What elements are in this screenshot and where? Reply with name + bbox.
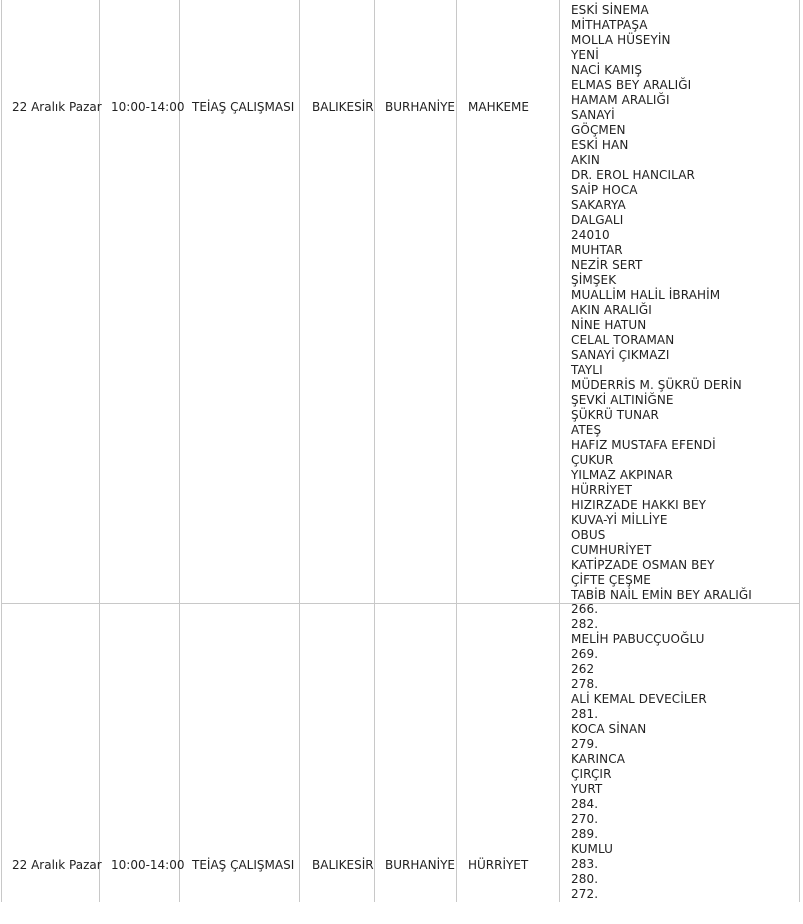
outage-table: [1, 0, 800, 902]
street-item: ÇİFTE ÇEŞME: [571, 573, 651, 587]
street-item: 24010: [571, 228, 610, 242]
street-item: 270.: [571, 812, 599, 826]
street-item: ATEŞ: [571, 423, 602, 437]
street-list: [571, 602, 707, 902]
time-cell: 10:00-14:00: [111, 858, 185, 872]
street-item: 289.: [571, 827, 599, 841]
street-item: 269.: [571, 647, 599, 661]
work-type-cell: TEİAŞ ÇALIŞMASI: [192, 858, 295, 872]
street-item: 281.: [571, 707, 599, 721]
street-item: MÜDERRİS M. ŞÜKRÜ DERİN: [571, 378, 742, 392]
neighborhood-cell: HÜRRİYET: [468, 858, 529, 872]
street-item: SAİP HOCA: [571, 183, 638, 197]
street-item: MELİH PABUCÇUOĞLU: [571, 632, 705, 646]
street-item: HIZIRZADE HAKKI BEY: [571, 498, 707, 512]
street-item: SAKARYA: [571, 198, 626, 212]
street-item: 262: [571, 662, 595, 676]
street-item: YURT: [571, 782, 603, 796]
street-item: YENİ: [571, 48, 599, 62]
street-item: ESKİ HAN: [571, 138, 629, 152]
street-item: SANAYİ: [571, 108, 615, 122]
street-item: MOLLA HÜSEYİN: [571, 33, 671, 47]
city-cell: BALIKESİR: [312, 100, 374, 114]
street-item: 266.: [571, 602, 599, 616]
street-item: HAFIZ MUSTAFA EFENDİ: [571, 438, 716, 452]
street-item: ŞEVKİ ALTINİĞNE: [571, 393, 674, 407]
street-item: KATİPZADE OSMAN BEY: [571, 558, 715, 572]
street-item: TABİB NAİL EMİN BEY ARALIĞI: [571, 588, 752, 602]
street-item: AKIN: [571, 153, 600, 167]
street-item: GÖÇMEN: [571, 123, 626, 137]
street-item: 280.: [571, 872, 599, 886]
street-item: KUMLU: [571, 842, 614, 856]
street-item: NEZİR SERT: [571, 258, 643, 272]
street-item: DR. EROL HANCILAR: [571, 168, 695, 182]
work-type-cell: TEİAŞ ÇALIŞMASI: [192, 100, 295, 114]
date-cell: 22 Aralık Pazar: [12, 100, 102, 114]
street-item: DALGALI: [571, 213, 624, 227]
street-item: 282.: [571, 617, 599, 631]
street-item: ESKİ SİNEMA: [571, 3, 649, 17]
street-item: ÇUKUR: [571, 453, 614, 467]
street-item: AKIN ARALIĞI: [571, 303, 652, 317]
street-item: NACİ KAMIŞ: [571, 63, 643, 77]
table-row: [1, 603, 800, 924]
time-cell: 10:00-14:00: [111, 100, 185, 114]
street-item: MUALLİM HALİL İBRAHİM: [571, 288, 721, 302]
district-cell: BURHANİYE: [385, 100, 456, 114]
street-item: MUHTAR: [571, 243, 623, 257]
street-item: MİTHATPAŞA: [571, 18, 648, 32]
street-item: 283.: [571, 857, 599, 871]
street-list: [571, 3, 752, 603]
street-item: TAYLI: [571, 363, 603, 377]
date-cell: 22 Aralık Pazar: [12, 858, 102, 872]
street-item: SANAYİ ÇIKMAZI: [571, 348, 670, 362]
street-item: CELAL TORAMAN: [571, 333, 675, 347]
city-cell: BALIKESİR: [312, 858, 374, 872]
street-item: 278.: [571, 677, 599, 691]
street-item: 272.: [571, 887, 599, 901]
street-item: ELMAS BEY ARALIĞI: [571, 78, 692, 92]
street-item: OBUS: [571, 528, 606, 542]
street-item: KOCA SİNAN: [571, 722, 647, 736]
street-item: HAMAM ARALIĞI: [571, 93, 670, 107]
street-item: ALİ KEMAL DEVECİLER: [571, 692, 707, 706]
street-item: 284.: [571, 797, 599, 811]
street-item: KUVA-Yİ MİLLİYE: [571, 513, 668, 527]
street-item: ŞÜKRÜ TUNAR: [571, 408, 659, 422]
street-item: YILMAZ AKPINAR: [571, 468, 673, 482]
street-item: HÜRRİYET: [571, 483, 633, 497]
street-item: KARINCA: [571, 752, 626, 766]
district-cell: BURHANİYE: [385, 858, 456, 872]
street-item: ÇIRÇIR: [571, 767, 612, 781]
street-item: ŞİMŞEK: [571, 273, 617, 287]
street-item: CUMHURİYET: [571, 543, 652, 557]
table-row: [1, 0, 800, 604]
street-item: NİNE HATUN: [571, 318, 647, 332]
street-item: 279.: [571, 737, 599, 751]
neighborhood-cell: MAHKEME: [468, 100, 529, 114]
